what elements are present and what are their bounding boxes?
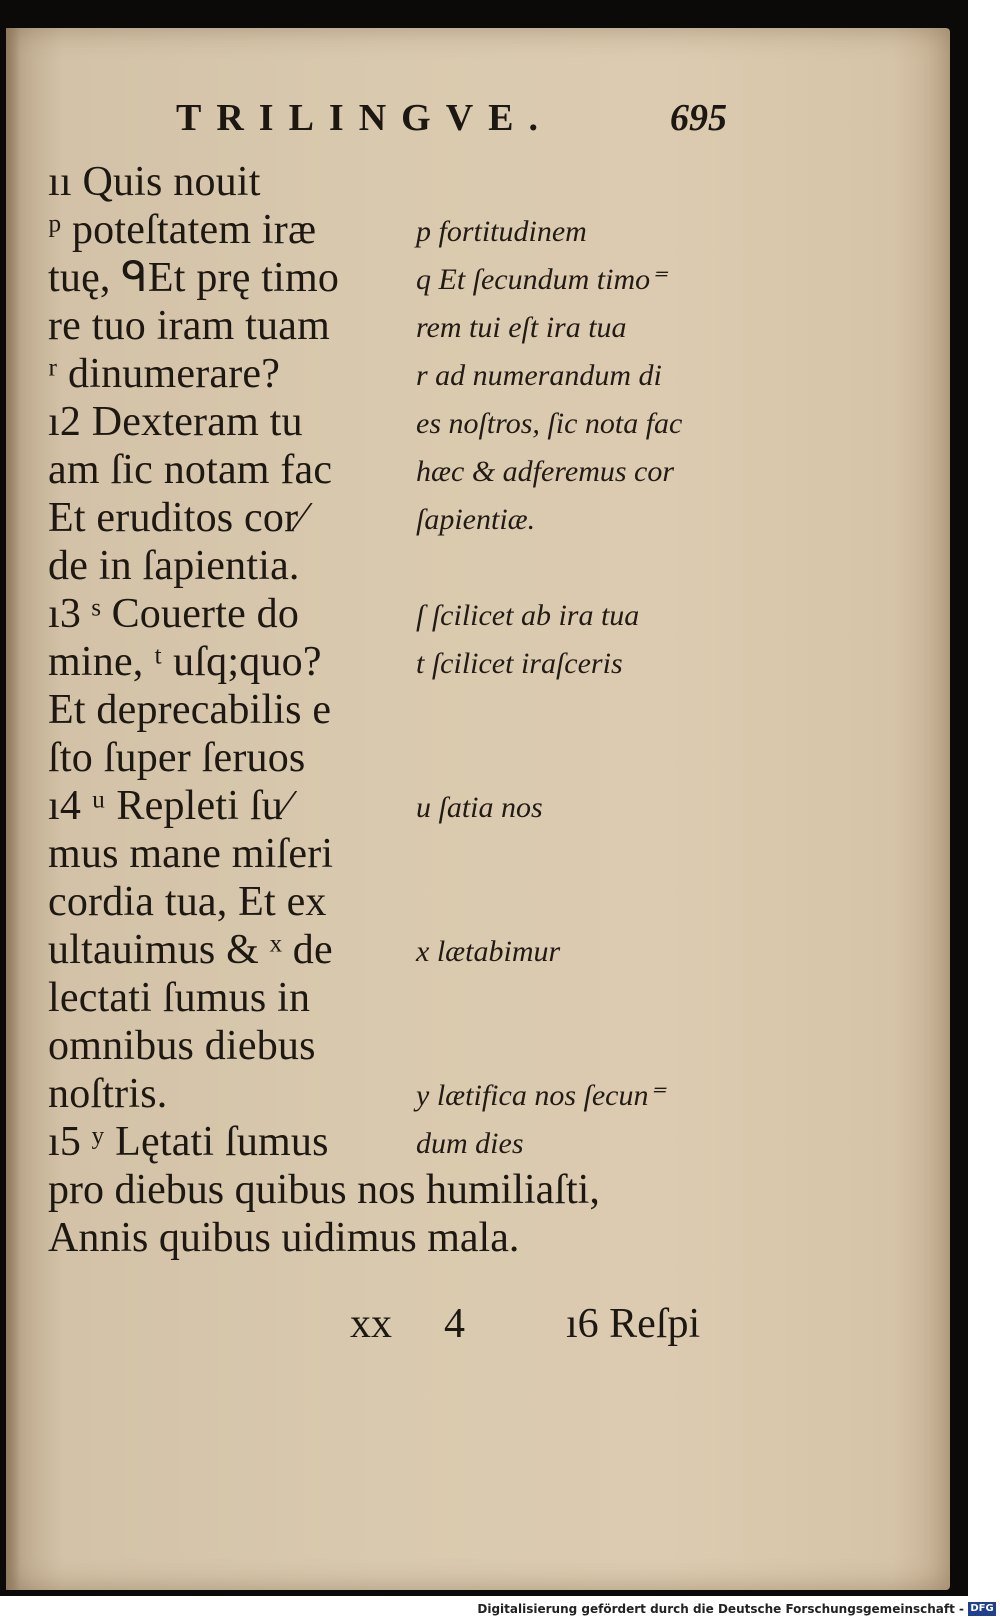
marginal-gloss: dum dies <box>416 1127 524 1160</box>
catchword: ı6 Reſpi <box>566 1301 701 1347</box>
main-text-line: re tuo iram tuam <box>48 303 330 349</box>
main-text-line: ı2 Dexteram tu <box>48 399 303 445</box>
main-text-line: mine, ᵗ uſq;quo? <box>48 639 322 685</box>
main-text-line: ı5 ʸ Lętati ſumus <box>48 1119 329 1165</box>
main-text-line: ıı Quis nouit <box>48 159 261 205</box>
main-text-line: ultauimus & ˣ de <box>48 927 333 973</box>
marginal-gloss: hæc & adferemus cor <box>416 455 675 488</box>
main-text-line: ᵖ poteſtatem iræ <box>48 207 317 253</box>
main-text-line: cordia tua, Et ex <box>48 879 327 925</box>
footer-credit: Digitalisierung gefördert durch die Deutsche Forschungsgemeinschaft - <box>477 1602 964 1616</box>
marginal-gloss: r ad numerandum di <box>416 359 662 392</box>
marginal-gloss: u ſatia nos <box>416 791 543 824</box>
full-width-line: Annis quibus uidimus mala. <box>48 1215 520 1261</box>
marginal-gloss: p fortitudinem <box>416 215 587 248</box>
marginal-gloss: x lætabimur <box>416 935 561 968</box>
dfg-logo: DFG <box>968 1602 996 1616</box>
main-text-line: ſto ſuper ſeruos <box>48 735 306 781</box>
running-head-title: TRILINGVE. <box>176 97 553 139</box>
main-text-line: lectati ſumus in <box>48 975 311 1021</box>
marginal-gloss: es noſtros, ſic nota fac <box>416 407 683 440</box>
page-number: 695 <box>670 97 727 139</box>
main-text-line: ı4 ᵘ Repleti ſu⁄ <box>48 783 291 829</box>
main-text-line: ʳ dinumerare? <box>48 351 281 397</box>
main-text-line: Et deprecabilis e <box>48 687 332 733</box>
main-text-line: ı3 ˢ Couerte do <box>48 591 300 637</box>
marginal-gloss: ſapientiæ. <box>416 503 536 536</box>
main-text-line: tuę, ᑫEt prę timo <box>48 255 340 301</box>
digitization-footer <box>0 1598 1000 1622</box>
signature-leaf-number: 4 <box>444 1301 465 1347</box>
marginal-gloss: rem tui eſt ira tua <box>416 311 627 344</box>
marginal-gloss: t ſcilicet iraſceris <box>416 647 623 680</box>
marginal-gloss: ſ ſcilicet ab ira tua <box>416 599 640 632</box>
main-text-line: Et eruditos cor⁄ <box>48 495 306 541</box>
signature-mark: xx <box>350 1301 392 1347</box>
marginal-gloss: y lætifica nos ſecun⁼ <box>416 1079 665 1112</box>
main-text-line: am ſic notam fac <box>48 447 333 493</box>
main-text-line: omnibus diebus <box>48 1023 316 1069</box>
main-text-line: de in ſapientia. <box>48 543 300 589</box>
full-width-line: pro diebus quibus nos humiliaſti, <box>48 1167 600 1213</box>
marginal-gloss: q Et ſecundum timo⁼ <box>416 263 666 296</box>
main-text-line: noſtris. <box>48 1071 168 1117</box>
main-text-line: mus mane miſeri <box>48 831 334 877</box>
